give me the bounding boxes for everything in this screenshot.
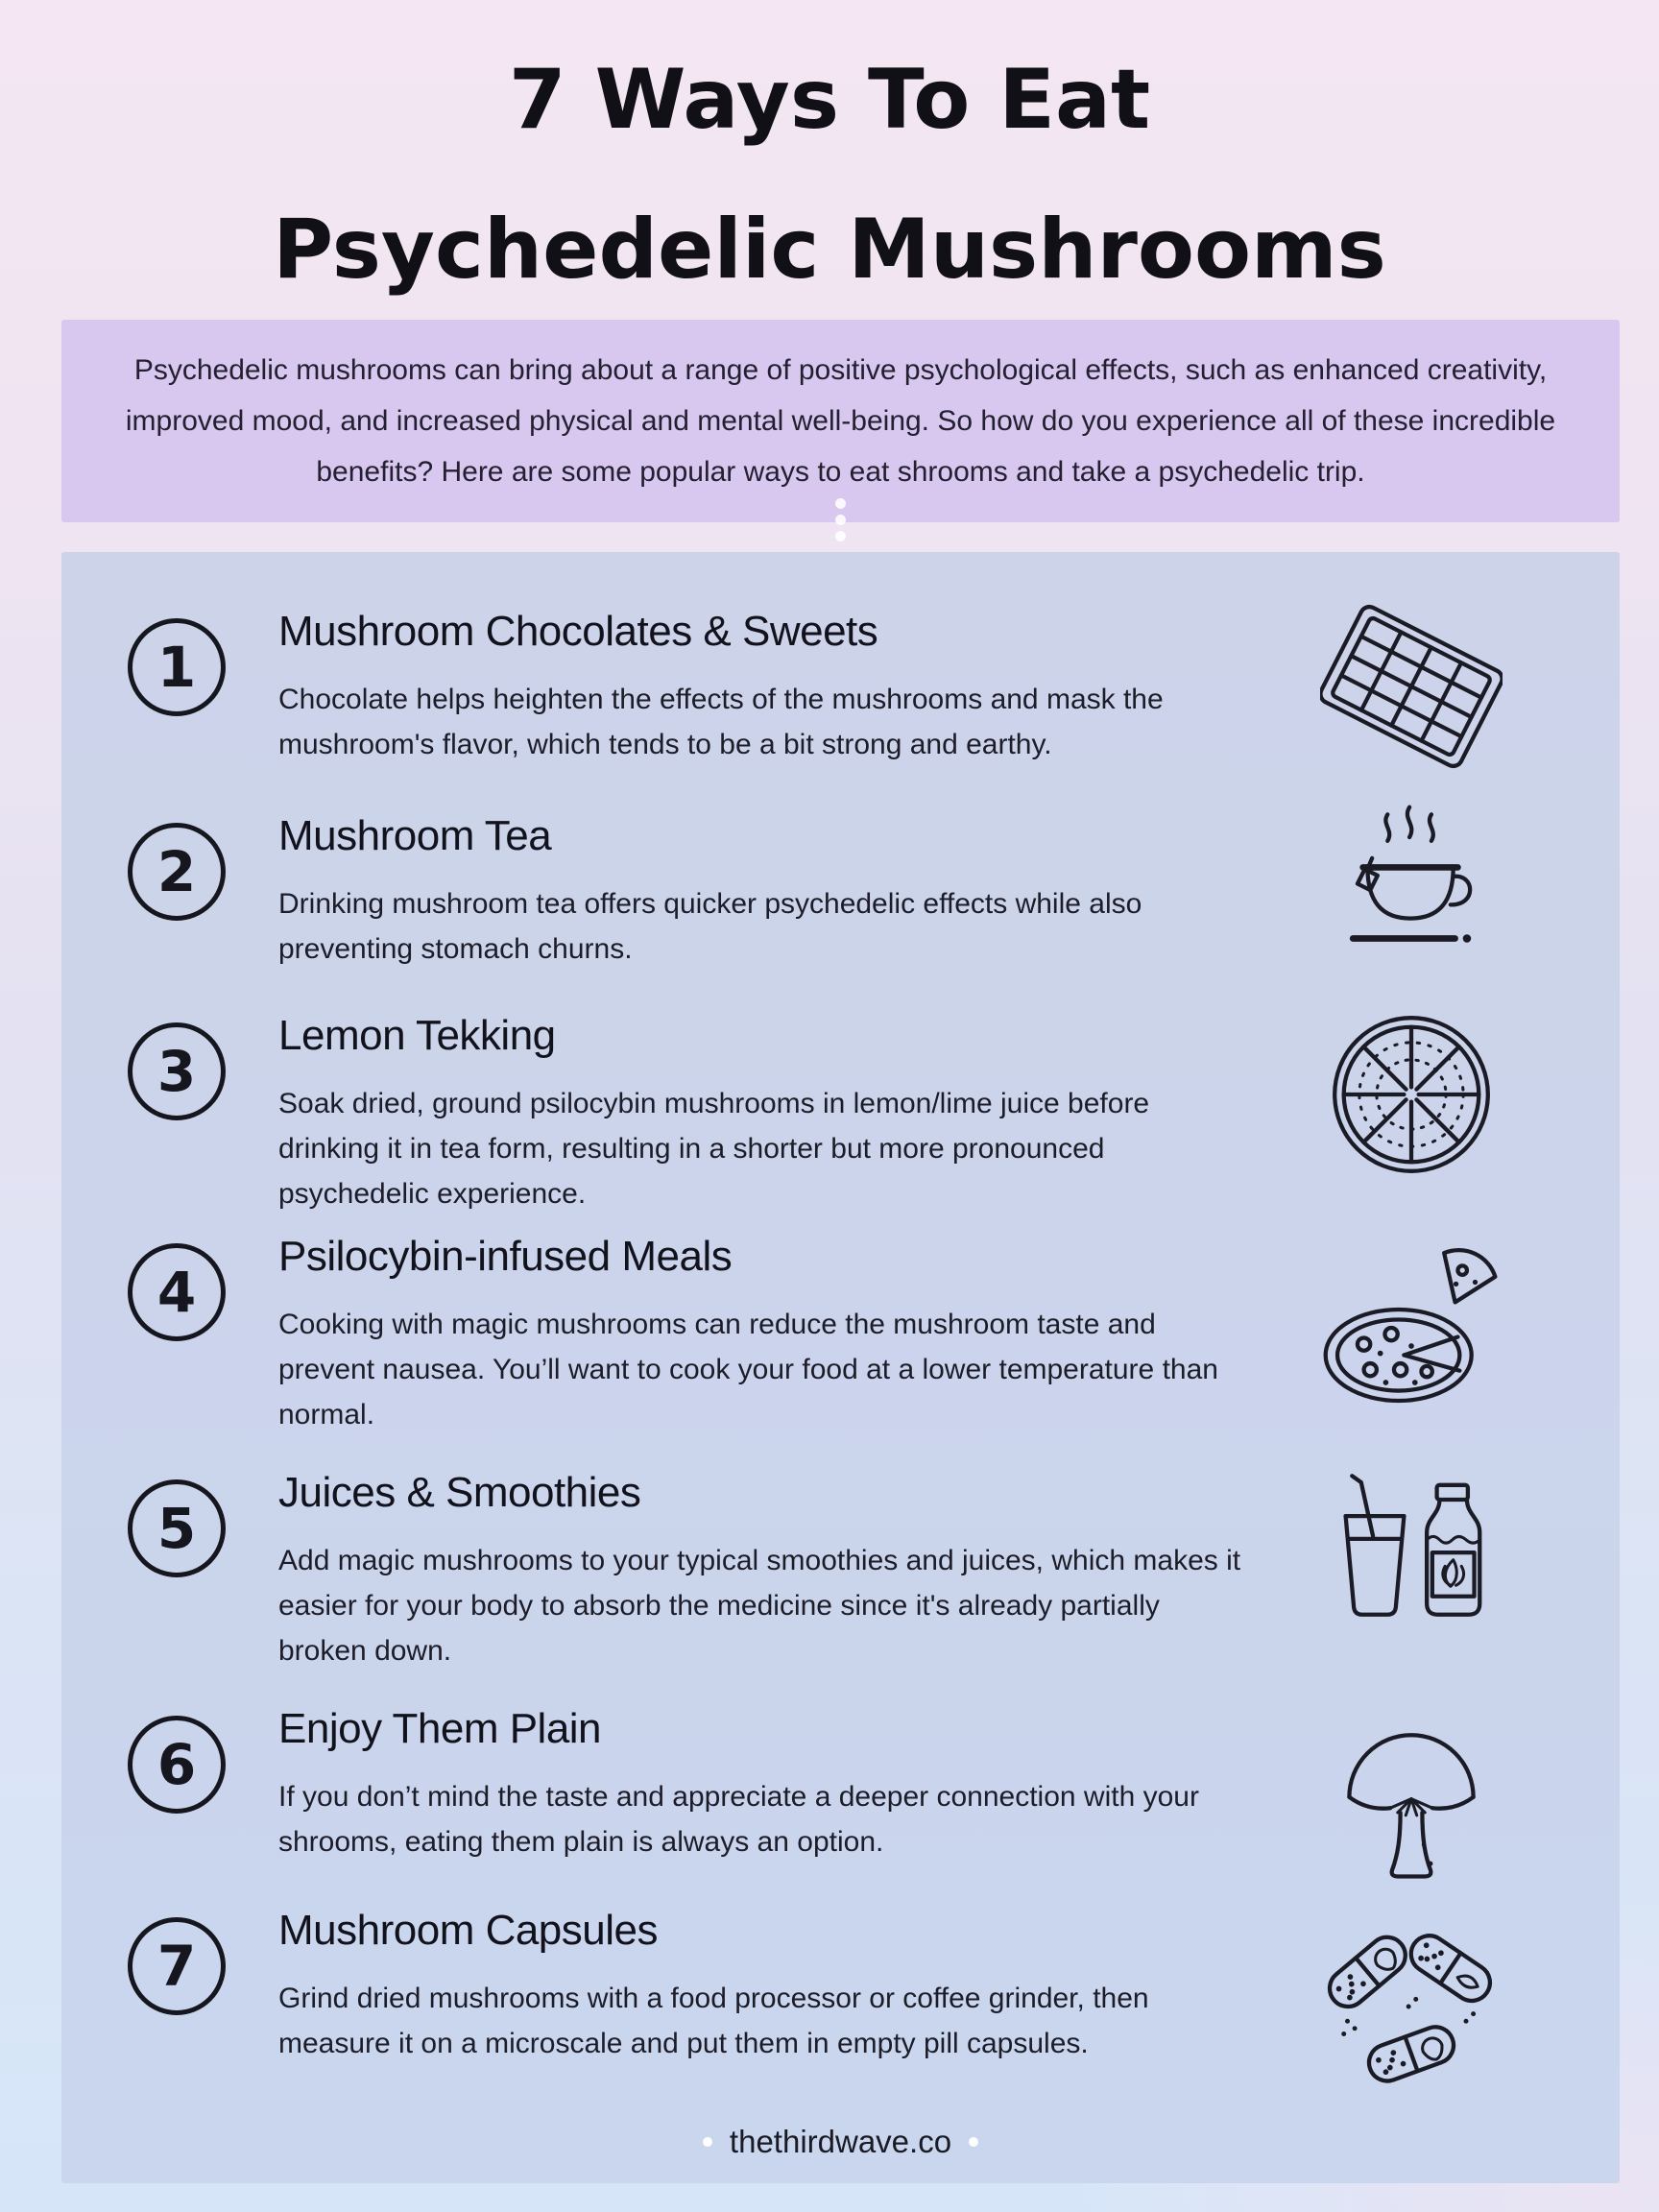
item-description: Grind dried mushrooms with a food processor or coffee grinder, then measure it on a microscale and put them in empty pill capsules. [278,1983,1149,2059]
item-description: If you don’t mind the taste and appreciate a deeper connection with your shrooms, eating them plain is always an option. [278,1781,1199,1858]
item-number-badge [128,1243,226,1341]
content-panel [61,552,1620,2183]
pill-capsules-icon [1320,1915,1503,2098]
item-number-badge [128,1479,226,1577]
intro-box [61,320,1620,522]
item-title: Enjoy Them Plain [278,1705,602,1752]
intro-text: Psychedelic mushrooms can bring about a range of positive psychological effects, such as enhanced creativity, improved mood, and increased physical and mental well-being. So how do you experience all of these incredible benefits? Here are some popular ways to eat shrooms and take a psychedelic trip. [125,354,1556,488]
item-number: 7 [156,1934,197,1999]
item-title: Juices & Smoothies [278,1469,641,1516]
list-item [61,1011,1620,1216]
item-description: Drinking mushroom tea offers quicker psychedelic effects while also preventing stomach churns. [278,888,1142,965]
list-item [61,1906,1620,2066]
tea-cup-icon [1320,802,1503,984]
item-title: Mushroom Chocolates & Sweets [278,608,878,655]
item-description: Soak dried, ground psilocybin mushrooms in lemon/lime juice before drinking it in tea form, resulting in a shorter but more pronounced psychedelic experience. [278,1088,1150,1210]
item-title: Psilocybin-infused Meals [278,1233,733,1280]
item-number-badge [128,823,226,921]
divider-dot [835,531,846,541]
list-item [61,811,1620,972]
item-number-badge [128,1022,226,1120]
item-number: 4 [156,1260,197,1325]
item-number-badge [128,1716,226,1814]
juice-smoothie-icon [1320,1463,1503,1646]
footer-dot-right [969,2137,978,2147]
item-title: Mushroom Tea [278,812,552,859]
title-line-1: 7 Ways To Eat [508,52,1151,148]
item-number: 6 [156,1732,197,1797]
title-line-2: Psychedelic Mushrooms [273,202,1386,298]
item-description: Cooking with magic mushrooms can reduce the mushroom taste and prevent nausea. You’ll want to cook your food at a lower temperature than normal. [278,1309,1218,1431]
footer-dot-left [703,2137,712,2147]
item-number-badge [128,1917,226,2015]
item-title: Lemon Tekking [278,1012,556,1059]
website-text: thethirdwave.co [729,2124,952,2159]
pizza-icon [1320,1237,1503,1419]
mushroom-icon [1320,1702,1503,1885]
list-item [61,607,1620,767]
item-number: 1 [156,635,197,700]
page-title [0,25,1659,325]
divider-dot [835,515,846,525]
list-item [61,1468,1620,1673]
item-number: 5 [156,1496,197,1561]
footer [61,2124,1620,2160]
dots-divider [61,498,1620,541]
chocolate-bar-icon [1320,595,1503,778]
item-description: Add magic mushrooms to your typical smoothies and juices, which makes it easier for your body to absorb the medicine since it's already partially broken down. [278,1545,1241,1667]
list-item [61,1704,1620,1864]
item-title: Mushroom Capsules [278,1907,658,1954]
item-number: 3 [156,1039,197,1104]
item-number-badge [128,618,226,716]
lemon-slice-icon [1320,1003,1503,1186]
item-number: 2 [156,839,197,904]
list-item [61,1232,1620,1437]
item-description: Chocolate helps heighten the effects of the mushrooms and mask the mushroom's flavor, which tends to be a bit strong and earthy. [278,684,1164,760]
divider-dot [835,498,846,509]
